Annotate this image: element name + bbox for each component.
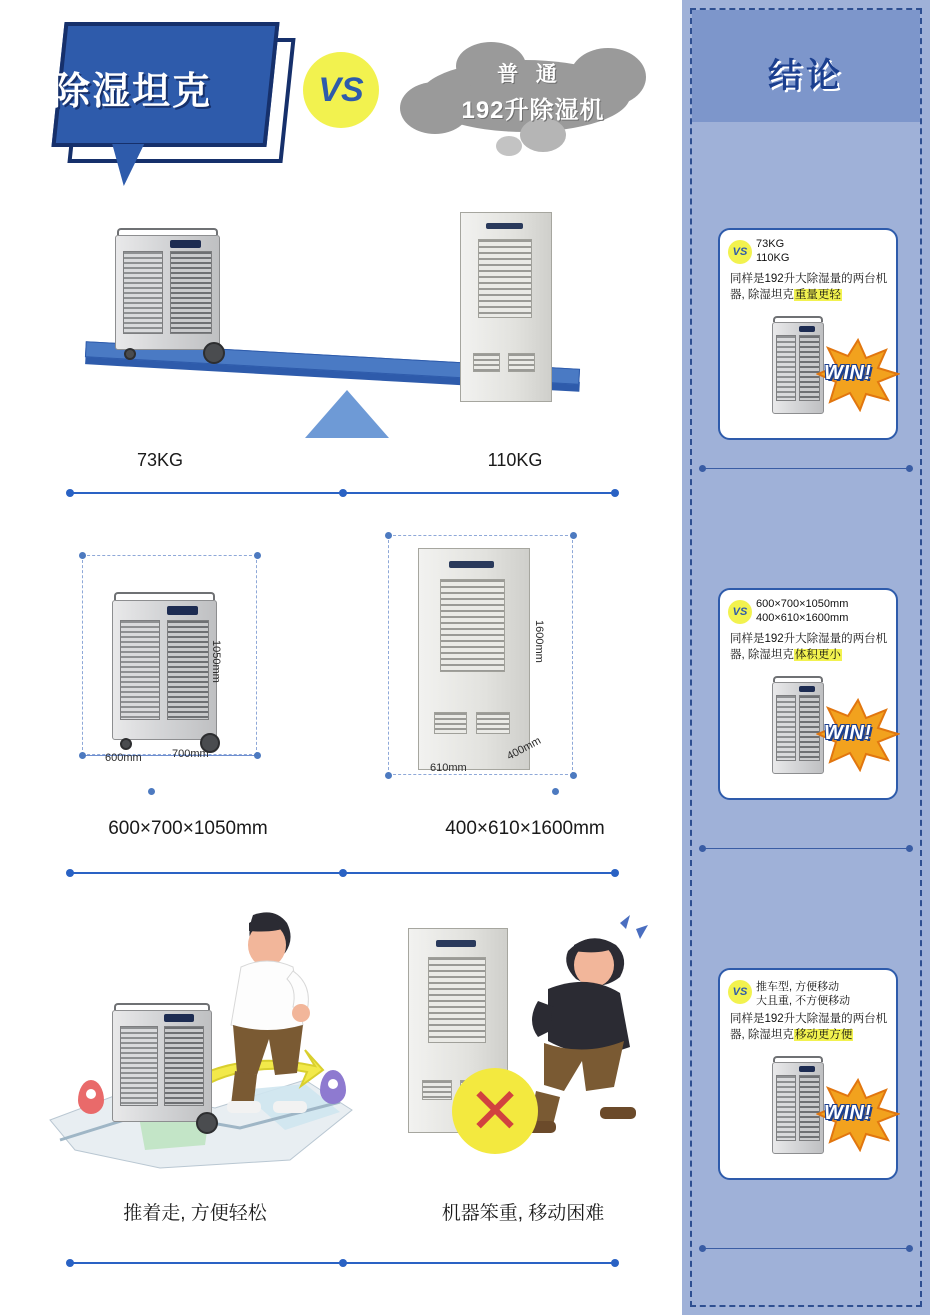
tank-caster-size (120, 738, 132, 750)
dehumidifier-tank-weight (115, 235, 220, 350)
conclusion-card-mobility[interactable] (718, 968, 898, 1180)
card-2-description (730, 632, 892, 663)
conclusion-card-weight[interactable] (718, 228, 898, 440)
card-3-highlight: 移动更方便 (794, 1028, 853, 1041)
caption-size-right: 400×610×1600mm (445, 818, 605, 839)
dehumidifier-tower-size (418, 548, 530, 770)
card-3-desc-text: 同样是192升大除湿量的两台机器, 除湿坦克 (730, 1013, 888, 1041)
vs-badge-card-3: VS (728, 980, 752, 1004)
divider-1 (70, 492, 615, 494)
poster-header (0, 0, 682, 190)
cloud-line-2: 192升除湿机 (461, 97, 605, 124)
card-1-highlight: 重量更轻 (794, 288, 841, 301)
map-pin-red (78, 1080, 104, 1114)
card-2-desc-text: 同样是192升大除湿量的两台机器, 除湿坦克 (730, 633, 888, 661)
caption-mobility-left: 推着走, 方便轻松 (123, 1203, 267, 1224)
divider-3 (70, 1262, 615, 1264)
caption-weight-left: 73KG (136, 450, 184, 470)
cloud-line-1: 普 通 (497, 63, 563, 86)
divider-2 (70, 872, 615, 874)
dim-left-depth: 700mm (172, 748, 209, 760)
card-1-desc-text: 同样是192升大除湿量的两台机器, 除湿坦克 (730, 273, 888, 301)
card-2-win-label: WIN! (824, 722, 872, 744)
person-pushing (205, 905, 335, 1125)
tank-wheel-mobility (196, 1112, 218, 1134)
conclusion-card-size[interactable] (718, 588, 898, 800)
caption-weight-right: 110KG (487, 450, 543, 470)
card-3-description (730, 1012, 892, 1043)
right-divider-2 (702, 848, 910, 849)
speech-bubble-tail (108, 144, 144, 186)
dehumidifier-tank-size (112, 600, 217, 740)
card-1-description (730, 272, 892, 303)
seesaw-pivot (305, 390, 389, 438)
caption-mobility-right: 机器笨重, 移动困难 (441, 1203, 605, 1224)
dim-right-width: 610mm (430, 762, 467, 774)
card-2-line-2: 400×610×1600mm (756, 612, 849, 624)
dim-right-height: 1600mm (533, 620, 545, 663)
right-divider-3 (702, 1248, 910, 1249)
card-3-win-label: WIN! (824, 1102, 872, 1124)
right-divider-1 (702, 468, 910, 469)
card-3-line-2: 大且重, 不方便移动 (756, 995, 851, 1007)
vs-badge-card-1: VS (728, 240, 752, 264)
prohibited-x-icon: ✕ (452, 1068, 538, 1154)
card-1-win-label: WIN! (824, 362, 872, 384)
card-1-line-1: 73KG (756, 238, 785, 250)
dehumidifier-tower-weight (460, 212, 552, 402)
bubble-title: 除湿坦克 (52, 71, 213, 113)
tank-caster (124, 348, 136, 360)
caption-size-left: 600×700×1050mm (108, 818, 268, 839)
dim-left-height: 1050mm (210, 640, 222, 683)
tank-wheel (203, 342, 225, 364)
card-2-line-1: 600×700×1050mm (756, 598, 849, 610)
right-column (682, 0, 930, 1315)
conclusion-title: 结论 (768, 57, 844, 95)
dehumidifier-tank-mobility (112, 1010, 212, 1122)
card-2-highlight: 体积更小 (794, 648, 841, 661)
card-1-line-2: 110KG (756, 252, 790, 264)
vs-badge-card-2: VS (728, 600, 752, 624)
dim-left-width: 600mm (105, 752, 142, 764)
card-3-line-1: 推车型, 方便移动 (756, 981, 840, 993)
vs-badge-header: VS (303, 52, 379, 128)
dim-right-depth: 400mm (505, 734, 544, 763)
